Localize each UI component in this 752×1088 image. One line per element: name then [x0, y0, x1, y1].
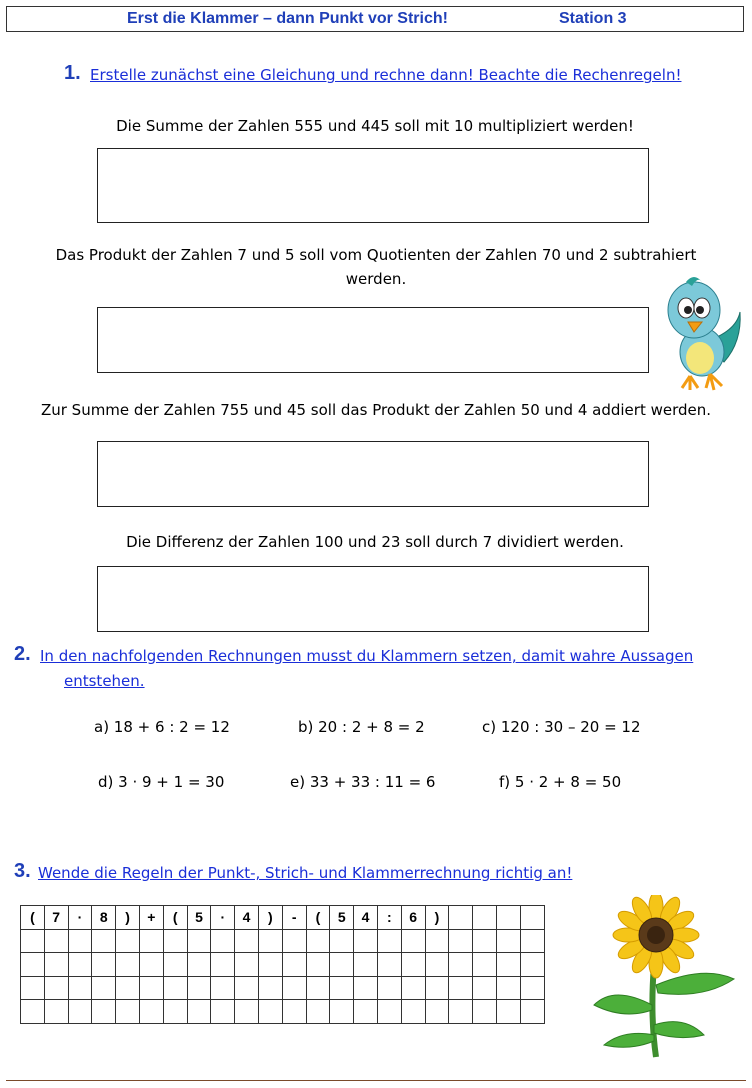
grid-cell[interactable] [92, 1000, 116, 1024]
grid-cell[interactable] [68, 1000, 92, 1024]
grid-cell[interactable]: + [139, 906, 163, 930]
grid-cell[interactable] [163, 953, 187, 977]
grid-cell[interactable] [211, 976, 235, 1000]
grid-cell[interactable] [306, 953, 330, 977]
grid-cell[interactable] [187, 953, 211, 977]
grid-cell[interactable] [116, 976, 140, 1000]
grid-cell[interactable]: 6 [401, 906, 425, 930]
grid-cell[interactable] [44, 953, 68, 977]
grid-cell[interactable] [425, 929, 449, 953]
grid-cell[interactable] [496, 906, 520, 930]
grid-cell[interactable]: 7 [44, 906, 68, 930]
grid-cell[interactable] [449, 976, 473, 1000]
section1-number: 1. [64, 62, 81, 84]
equation-f: f) 5 · 2 + 8 = 50 [499, 773, 622, 791]
grid-cell[interactable] [449, 953, 473, 977]
grid-cell[interactable] [92, 953, 116, 977]
equation-b: b) 20 : 2 + 8 = 2 [298, 718, 425, 736]
grid-cell[interactable] [306, 976, 330, 1000]
grid-cell[interactable] [354, 1000, 378, 1024]
grid-cell[interactable] [354, 976, 378, 1000]
answer-box-3[interactable] [97, 441, 649, 507]
grid-cell[interactable] [354, 953, 378, 977]
grid-cell[interactable] [520, 906, 544, 930]
grid-cell[interactable] [235, 976, 259, 1000]
grid-cell[interactable] [449, 906, 473, 930]
grid-cell[interactable] [473, 1000, 497, 1024]
grid-cell[interactable] [473, 953, 497, 977]
section3-instruction: Wende die Regeln der Punkt-, Strich- und Klammerrechnung richtig an! [38, 864, 573, 882]
equation-a: a) 18 + 6 : 2 = 12 [94, 718, 230, 736]
grid-cell[interactable] [496, 929, 520, 953]
grid-cell[interactable] [473, 906, 497, 930]
grid-cell[interactable] [92, 976, 116, 1000]
grid-cell[interactable]: ( [21, 906, 45, 930]
grid-row [21, 953, 545, 977]
grid-cell[interactable] [258, 953, 282, 977]
task-1-text: Die Summe der Zahlen 555 und 445 soll mit 10 multipliziert werden! [116, 117, 634, 135]
grid-cell[interactable] [139, 976, 163, 1000]
grid-cell[interactable] [496, 976, 520, 1000]
grid-cell[interactable] [21, 1000, 45, 1024]
grid-cell[interactable] [401, 953, 425, 977]
grid-cell[interactable] [377, 1000, 401, 1024]
grid-cell[interactable]: - [282, 906, 306, 930]
grid-cell[interactable]: ) [116, 906, 140, 930]
grid-cell[interactable] [473, 976, 497, 1000]
grid-cell[interactable] [163, 976, 187, 1000]
grid-cell[interactable] [354, 929, 378, 953]
equation-c: c) 120 : 30 – 20 = 12 [482, 718, 641, 736]
grid-cell[interactable] [330, 1000, 354, 1024]
grid-cell[interactable] [282, 929, 306, 953]
grid-cell[interactable] [330, 929, 354, 953]
grid-cell[interactable] [496, 953, 520, 977]
grid-cell[interactable] [68, 929, 92, 953]
grid-row [21, 929, 545, 953]
grid-cell[interactable] [377, 929, 401, 953]
grid-cell[interactable] [68, 953, 92, 977]
grid-cell[interactable] [306, 929, 330, 953]
grid-cell[interactable] [187, 1000, 211, 1024]
grid-cell[interactable]: ) [425, 906, 449, 930]
grid-cell[interactable] [116, 929, 140, 953]
grid-cell[interactable] [425, 1000, 449, 1024]
sunflower-icon [584, 895, 744, 1060]
grid-cell[interactable] [449, 929, 473, 953]
grid-cell[interactable] [520, 953, 544, 977]
grid-cell[interactable] [235, 929, 259, 953]
section3-number: 3. [14, 860, 31, 882]
grid-cell[interactable]: 8 [92, 906, 116, 930]
grid-cell[interactable]: 5 [330, 906, 354, 930]
grid-cell[interactable]: · [211, 906, 235, 930]
grid-cell[interactable] [425, 976, 449, 1000]
grid-cell[interactable]: 4 [235, 906, 259, 930]
grid-cell[interactable] [258, 976, 282, 1000]
grid-cell[interactable] [425, 953, 449, 977]
grid-cell[interactable] [496, 1000, 520, 1024]
grid-cell[interactable] [235, 953, 259, 977]
grid-cell[interactable] [116, 953, 140, 977]
grid-cell[interactable] [258, 929, 282, 953]
grid-cell[interactable] [21, 976, 45, 1000]
equation-e: e) 33 + 33 : 11 = 6 [290, 773, 436, 791]
grid-cell[interactable] [282, 953, 306, 977]
grid-cell[interactable]: ( [306, 906, 330, 930]
grid-row [21, 906, 545, 930]
grid-cell[interactable] [163, 1000, 187, 1024]
section2-instruction-line2: entstehen. [64, 672, 145, 690]
answer-box-4[interactable] [97, 566, 649, 632]
grid-cell[interactable] [235, 1000, 259, 1024]
grid-cell[interactable]: 5 [187, 906, 211, 930]
grid-cell[interactable] [211, 929, 235, 953]
grid-cell[interactable] [401, 976, 425, 1000]
grid-cell[interactable] [306, 1000, 330, 1024]
grid-cell[interactable] [163, 929, 187, 953]
section1-instruction: Erstelle zunächst eine Gleichung und rechne dann! Beachte die Rechenregeln! [90, 66, 682, 84]
grid-cell[interactable] [187, 929, 211, 953]
grid-cell[interactable]: · [68, 906, 92, 930]
answer-box-2[interactable] [97, 307, 649, 373]
grid-cell[interactable] [520, 929, 544, 953]
grid-cell[interactable] [473, 929, 497, 953]
grid-cell[interactable] [377, 976, 401, 1000]
grid-cell[interactable] [68, 976, 92, 1000]
grid-cell[interactable] [44, 929, 68, 953]
grid-cell[interactable]: ) [258, 906, 282, 930]
grid-cell[interactable] [520, 976, 544, 1000]
grid-row [21, 1000, 545, 1024]
task-4-text: Die Differenz der Zahlen 100 und 23 soll durch 7 dividiert werden. [126, 533, 624, 551]
grid-cell[interactable] [44, 1000, 68, 1024]
grid-cell[interactable] [116, 1000, 140, 1024]
grid-cell[interactable] [211, 953, 235, 977]
footer-divider [6, 1080, 746, 1081]
grid-cell[interactable] [282, 976, 306, 1000]
grid-cell[interactable] [211, 1000, 235, 1024]
grid-cell[interactable] [139, 1000, 163, 1024]
station-label: Station 3 [559, 10, 627, 27]
grid-row [21, 976, 545, 1000]
grid-cell[interactable]: 4 [354, 906, 378, 930]
grid-cell[interactable] [449, 1000, 473, 1024]
grid-cell[interactable] [282, 1000, 306, 1024]
grid-cell[interactable] [44, 976, 68, 1000]
worksheet-title: Erst die Klammer – dann Punkt vor Strich! [127, 10, 448, 27]
grid-cell[interactable] [330, 953, 354, 977]
grid-cell[interactable] [187, 976, 211, 1000]
grid-cell[interactable] [21, 953, 45, 977]
grid-cell[interactable] [21, 929, 45, 953]
grid-cell[interactable] [401, 1000, 425, 1024]
equation-d: d) 3 · 9 + 1 = 30 [98, 773, 225, 791]
grid-cell[interactable] [139, 953, 163, 977]
calculation-grid[interactable] [20, 905, 545, 1024]
grid-cell[interactable] [377, 953, 401, 977]
grid-cell[interactable] [258, 1000, 282, 1024]
grid-cell[interactable] [92, 929, 116, 953]
answer-box-1[interactable] [97, 148, 649, 223]
grid-cell[interactable] [139, 929, 163, 953]
grid-cell[interactable] [520, 1000, 544, 1024]
grid-cell[interactable]: ( [163, 906, 187, 930]
grid-cell[interactable] [330, 976, 354, 1000]
section2-instruction-line1: In den nachfolgenden Rechnungen musst du Klammern setzen, damit wahre Aussagen [40, 647, 694, 665]
section2-number: 2. [14, 643, 31, 665]
bird-icon [664, 272, 744, 396]
grid-cell[interactable]: : [377, 906, 401, 930]
grid-cell[interactable] [401, 929, 425, 953]
task-2-text: Das Produkt der Zahlen 7 und 5 soll vom Quotienten der Zahlen 70 und 2 subtrahiert werden. [55, 246, 697, 288]
task-3-text: Zur Summe der Zahlen 755 und 45 soll das Produkt der Zahlen 50 und 4 addiert werden. [40, 401, 712, 419]
worksheet-header [6, 6, 744, 32]
